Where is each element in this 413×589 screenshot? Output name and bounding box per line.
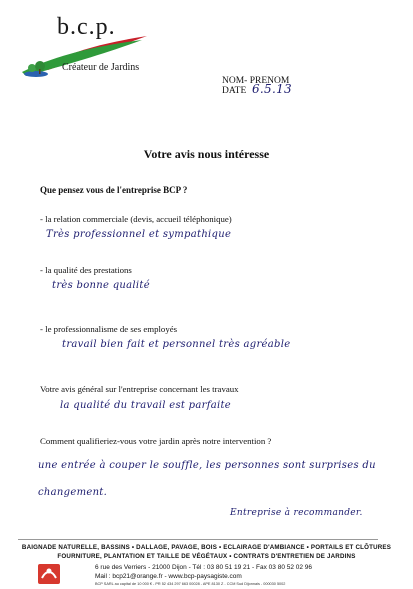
footer-divider (18, 539, 378, 540)
logo-blue-ground (24, 71, 48, 77)
answer-garden: une entrée à couper le souffle, les personnes sont surprises du changement. (38, 460, 376, 498)
logo-tree-1 (28, 64, 36, 72)
question-professionalism: - le professionnalisme de ses employés (40, 324, 178, 334)
company-name: b.c.p. (57, 14, 116, 40)
footer-emblem-icon (36, 562, 62, 586)
question-general: Votre avis général sur l'entreprise concernant les travaux (40, 384, 239, 394)
footer-contact: Mail : bcp21@orange.fr - www.bcp-paysagiste.com (95, 573, 242, 580)
main-question: Que pensez vous de l'entreprise BCP ? (40, 185, 188, 195)
footer-services-1: BAIGNADE NATURELLE, BASSINS • DALLAGE, PAVAGE, BOIS • ECLAIRAGE D'AMBIANCE • PORTAILS ET CLÔTURES (21, 544, 392, 551)
logo-tree-trunk (39, 69, 41, 74)
answer-quality: très bonne qualité (52, 280, 150, 291)
question-relation: - la relation commerciale (devis, accueil téléphonique) (40, 214, 232, 224)
company-tagline: Créateur de Jardins (62, 62, 140, 73)
name-label: NOM- PRENOM (222, 76, 290, 86)
question-garden: Comment qualifieriez-vous votre jardin après notre intervention ? (40, 436, 272, 446)
footer-legal: BCP SARL au capital de 10 000 € - PR 52 434 297 663 00028 - APE 8130 Z - CCM Sud Dijonnais - 000030 5002 (95, 582, 286, 586)
date-label: DATE (222, 86, 247, 96)
date-value: 6.5.13 (252, 82, 292, 96)
closing-note: Entreprise à recommander. (230, 508, 363, 518)
answer-relation: Très professionnel et sympathique (46, 229, 232, 240)
question-quality: - la qualité des prestations (40, 265, 132, 275)
footer-address: 6 rue des Verriers - 21000 Dijon - Tél : 03 80 51 19 21 - Fax 03 80 52 02 96 (95, 564, 313, 571)
footer-services-2: FOURNITURE, PLANTATION ET TAILLE DE VÉGÉTAUX • CONTRATS D'ENTRETIEN DE JARDINS (57, 553, 356, 560)
answer-general: la qualité du travail est parfaite (60, 400, 232, 411)
form-title: Votre avis nous intéresse (143, 147, 270, 161)
answer-professionalism: travail bien fait et personnel très agréable (62, 339, 291, 350)
